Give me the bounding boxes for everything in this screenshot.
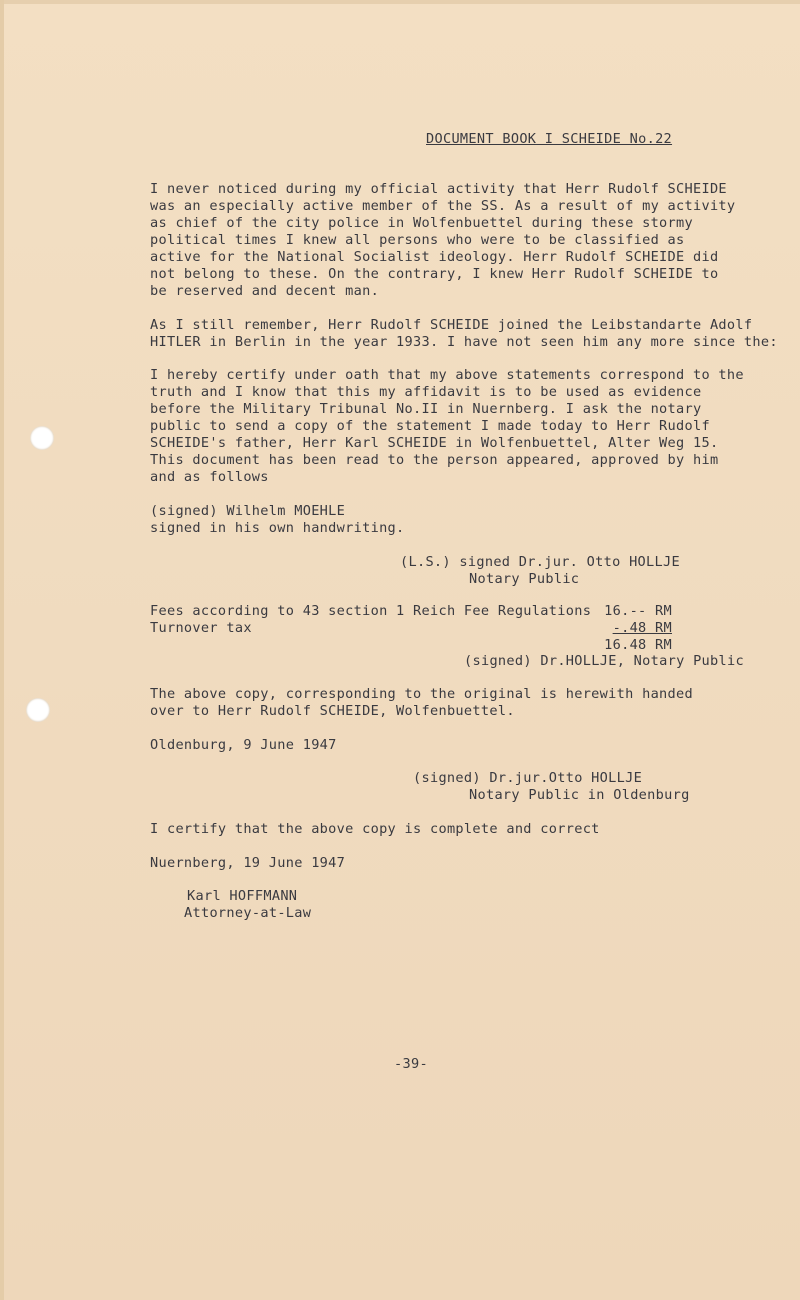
para2-line: As I still remember, Herr Rudolf SCHEIDE joined the Leibstandarte Adolf (150, 317, 753, 333)
place-date: Oldenburg, 9 June 1947 (150, 737, 337, 753)
paper-edge-left (0, 0, 4, 1300)
place-date-2: Nuernberg, 19 June 1947 (150, 855, 346, 871)
notary-title: Notary Public (469, 571, 580, 587)
punch-hole-lower (26, 698, 50, 722)
document-header: DOCUMENT BOOK I SCHEIDE No.22 (426, 131, 673, 147)
paper-edge-top (0, 0, 800, 4)
para3-line: and as follows (150, 469, 269, 485)
para1-line: I never noticed during my official activity that Herr Rudolf SCHEIDE (150, 181, 727, 197)
para2-line: HITLER in Berlin in the year 1933. I have not seen him any more since the: (150, 334, 778, 350)
turnover-label: Turnover tax (150, 620, 252, 636)
para3-line: This document has been read to the person appeared, approved by him (150, 452, 719, 468)
turnover-value: -.48 RM (612, 620, 672, 636)
para3-line: SCHEIDE's father, Herr Karl SCHEIDE in Wolfenbuettel, Alter Weg 15. (150, 435, 719, 451)
notary2-title: Notary Public in Oldenburg (469, 787, 690, 803)
para1-line: as chief of the city police in Wolfenbuettel during these stormy (150, 215, 693, 231)
fees-label: Fees according to 43 section 1 Reich Fee Regulations (150, 603, 592, 619)
para1-line: was an especially active member of the SS. As a result of my activity (150, 198, 736, 214)
para3-line: I hereby certify under oath that my above statements correspond to the (150, 367, 744, 383)
para1-line: not belong to these. On the contrary, I knew Herr Rudolf SCHEIDE to (150, 266, 719, 282)
page-number: -39- (394, 1056, 428, 1072)
punch-hole-upper (30, 426, 54, 450)
notary-short-signature: (signed) Dr.HOLLJE, Notary Public (464, 653, 744, 669)
attorney-title: Attorney-at-Law (184, 905, 312, 921)
para1-line: active for the National Socialist ideology. Herr Rudolf SCHEIDE did (150, 249, 719, 265)
para1-line: political times I knew all persons who were to be classified as (150, 232, 685, 248)
fees-value: 16.-- RM (604, 603, 672, 619)
fees-total: 16.48 RM (604, 637, 672, 653)
signature-line: (signed) Wilhelm MOEHLE (150, 503, 346, 519)
para3-line: before the Military Tribunal No.II in Nuernberg. I ask the notary (150, 401, 702, 417)
para3-line: public to send a copy of the statement I made today to Herr Rudolf (150, 418, 710, 434)
signature-note: signed in his own handwriting. (150, 520, 405, 536)
para3-line: truth and I know that this my affidavit is to be used as evidence (150, 384, 702, 400)
para1-line: be reserved and decent man. (150, 283, 380, 299)
notary-signature: (L.S.) signed Dr.jur. Otto HOLLJE (400, 554, 680, 570)
attorney-name: Karl HOFFMANN (187, 888, 298, 904)
certify-line: I certify that the above copy is complete and correct (150, 821, 600, 837)
notary2-signature: (signed) Dr.jur.Otto HOLLJE (413, 770, 643, 786)
copy-note-line: over to Herr Rudolf SCHEIDE, Wolfenbuettel. (150, 703, 515, 719)
copy-note-line: The above copy, corresponding to the original is herewith handed (150, 686, 693, 702)
